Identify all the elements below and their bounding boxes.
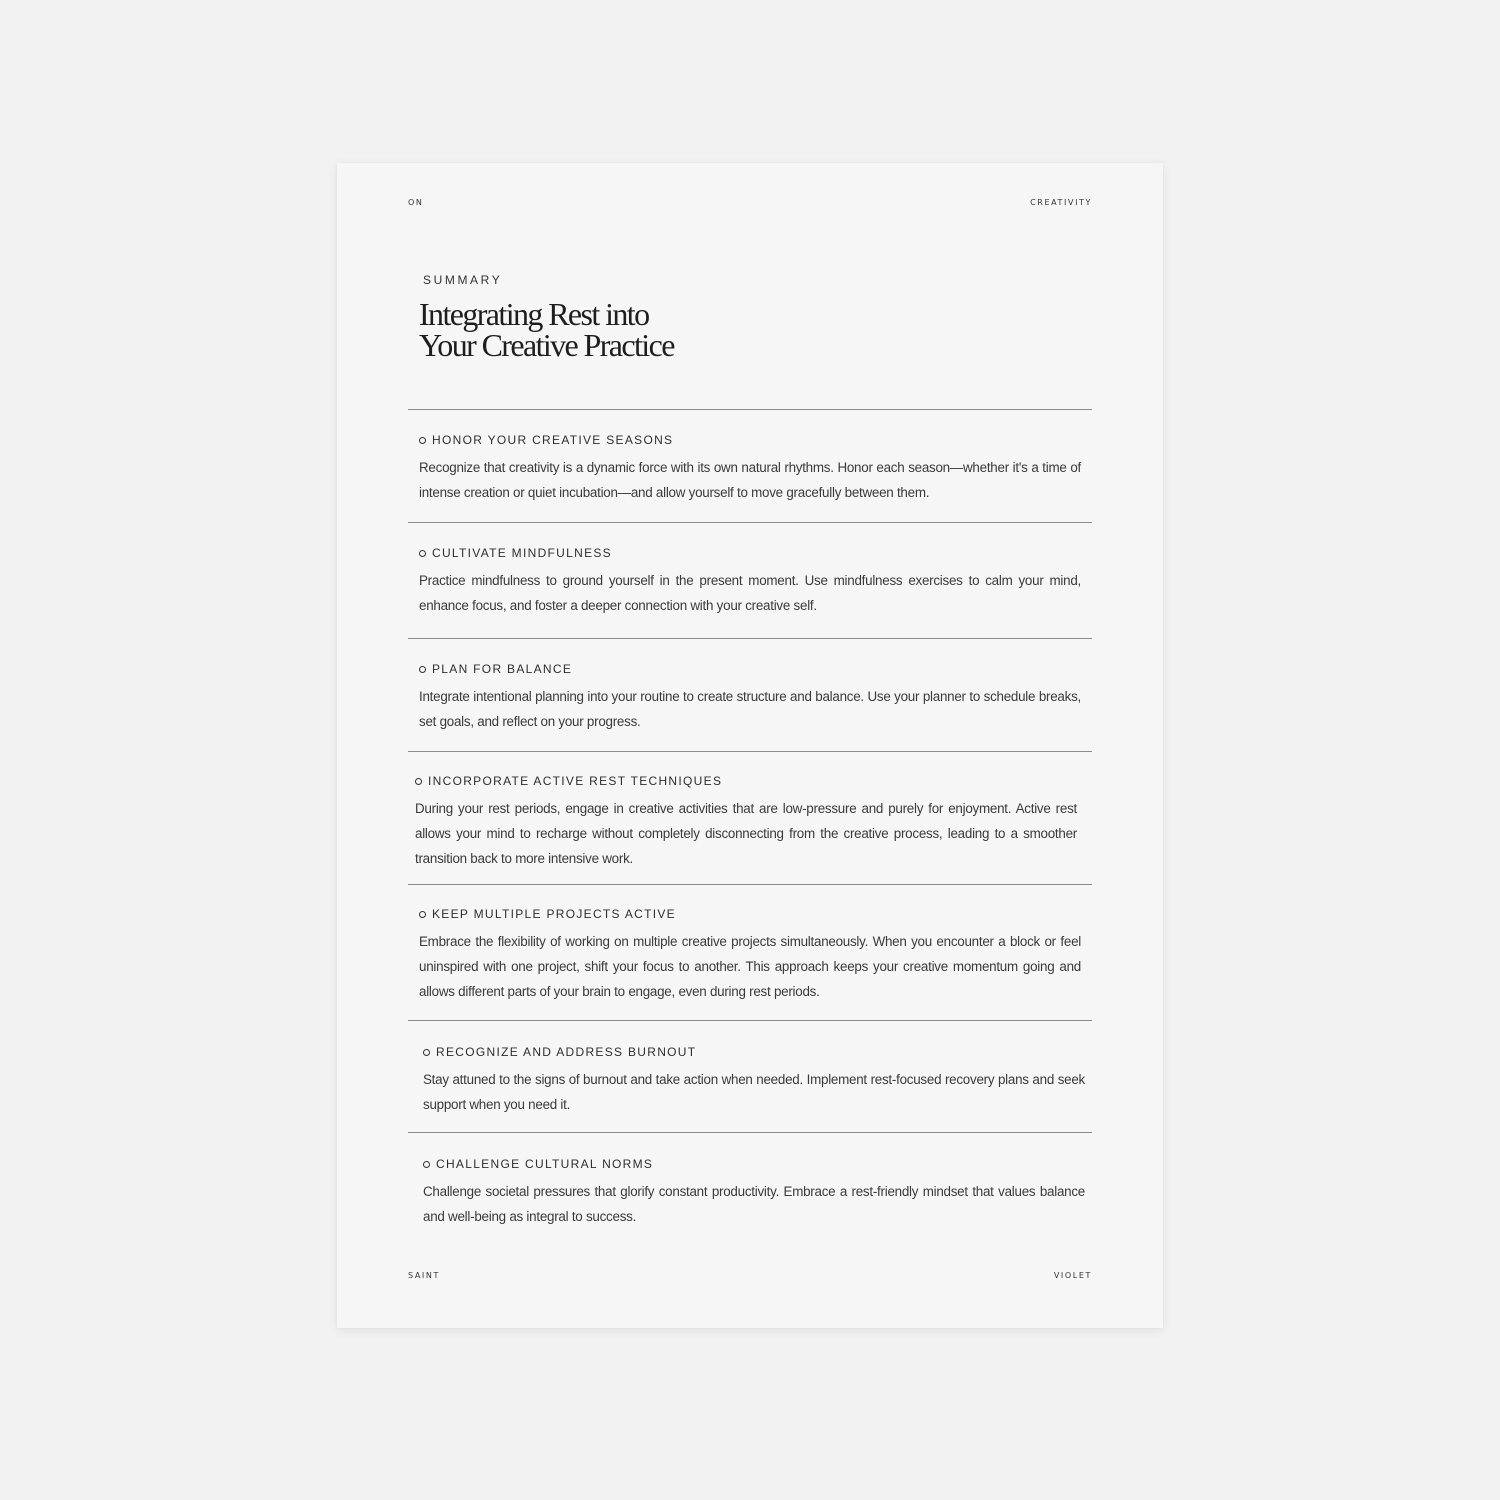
bullet-circle-icon	[419, 437, 426, 444]
bullet-circle-icon	[415, 778, 422, 785]
summary-sections	[408, 409, 1092, 1242]
page-title-line-1: Integrating Rest into	[419, 296, 649, 332]
section-eyebrow: SUMMARY	[423, 273, 503, 287]
section-heading	[415, 774, 1077, 788]
section-body: Stay attuned to the signs of burnout and take action when needed. Implement rest-focused recovery plans and seek support when you need it.	[423, 1072, 1085, 1112]
section-heading-text: INCORPORATE ACTIVE REST TECHNIQUES	[428, 774, 723, 788]
bullet-circle-icon	[419, 550, 426, 557]
bullet-circle-icon	[419, 911, 426, 918]
summary-section-mindfulness	[408, 522, 1092, 638]
summary-section-multiple-projects	[408, 884, 1092, 1020]
summary-section-cultural-norms	[408, 1132, 1092, 1242]
section-body: Embrace the flexibility of working on multiple creative projects simultaneously. When you encounter a block or feel uninspired with one project, shift your focus to another. This approach keeps your creative momentum going and allows different parts of your brain to engage, even during rest periods.	[419, 934, 1081, 999]
section-heading	[423, 1157, 1085, 1171]
section-heading-text: CHALLENGE CULTURAL NORMS	[436, 1157, 654, 1171]
page-title-line-2: Your Creative Practice	[419, 327, 674, 363]
section-body: Challenge societal pressures that glorify constant productivity. Embrace a rest-friendly mindset that values balance and well-being as integral to success.	[423, 1184, 1085, 1224]
summary-section-burnout	[408, 1020, 1092, 1132]
section-heading	[423, 1045, 1085, 1059]
section-heading	[419, 546, 1081, 560]
document-page	[337, 163, 1163, 1328]
section-body: Recognize that creativity is a dynamic force with its own natural rhythms. Honor each season—whether it's a time of intense creation or quiet incubation—and allow yourself to move gracefully between them.	[419, 460, 1081, 500]
footer-right-label: VIOLET	[1053, 1271, 1092, 1280]
bullet-circle-icon	[423, 1049, 430, 1056]
section-body: During your rest periods, engage in creative activities that are low-pressure and purely for enjoyment. Active rest allows your mind to recharge without completely disconnecting from the creative process, leading to a smoother transition back to more intensive work.	[415, 801, 1077, 866]
page-title	[419, 296, 674, 363]
section-heading-text: RECOGNIZE AND ADDRESS BURNOUT	[436, 1045, 697, 1059]
section-body: Integrate intentional planning into your routine to create structure and balance. Use your planner to schedule breaks, set goals, and reflect on your progress.	[419, 689, 1081, 729]
summary-section-honor-seasons	[408, 409, 1092, 522]
header-left-label: ON	[408, 198, 424, 207]
summary-section-balance	[408, 638, 1092, 751]
section-heading-text: PLAN FOR BALANCE	[432, 662, 573, 676]
header-right-label: CREATIVITY	[1030, 198, 1092, 207]
section-heading	[419, 662, 1081, 676]
section-body: Practice mindfulness to ground yourself in the present moment. Use mindfulness exercises to calm your mind, enhance focus, and foster a deeper connection with your creative self.	[419, 573, 1081, 613]
section-heading-text: HONOR YOUR CREATIVE SEASONS	[432, 433, 674, 447]
section-heading	[419, 433, 1081, 447]
section-heading-text: CULTIVATE MINDFULNESS	[432, 546, 612, 560]
section-heading	[419, 907, 1081, 921]
bullet-circle-icon	[423, 1161, 430, 1168]
bullet-circle-icon	[419, 666, 426, 673]
summary-section-active-rest	[408, 751, 1092, 884]
footer-left-label: SAINT	[408, 1271, 440, 1280]
section-heading-text: KEEP MULTIPLE PROJECTS ACTIVE	[432, 907, 676, 921]
